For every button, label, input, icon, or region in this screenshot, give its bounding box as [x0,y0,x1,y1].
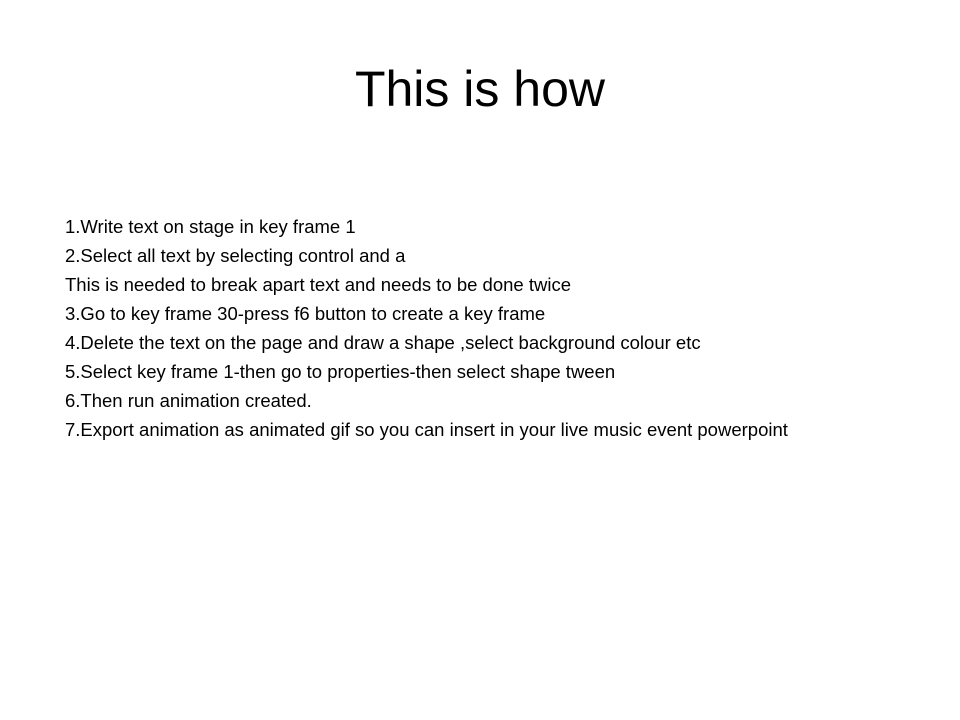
list-item: 6.Then run animation created. [65,390,312,411]
list-item: 2.Select all text by selecting control and a [65,245,406,266]
list-item: 3.Go to key frame 30-press f6 button to create a key frame [65,303,546,324]
list-item: 5.Select key frame 1-then go to properties-then select shape tween [65,361,616,382]
list-item: 4.Delete the text on the page and draw a shape ,select background colour etc [65,332,701,353]
slide-title: This is how [354,61,606,117]
list-item: 7.Export animation as animated gif so you can insert in your live music event powerpoint [65,419,788,440]
list-item: This is needed to break apart text and needs to be done twice [65,274,571,295]
slide-body [65,212,905,444]
list-item: 1.Write text on stage in key frame 1 [65,216,356,237]
